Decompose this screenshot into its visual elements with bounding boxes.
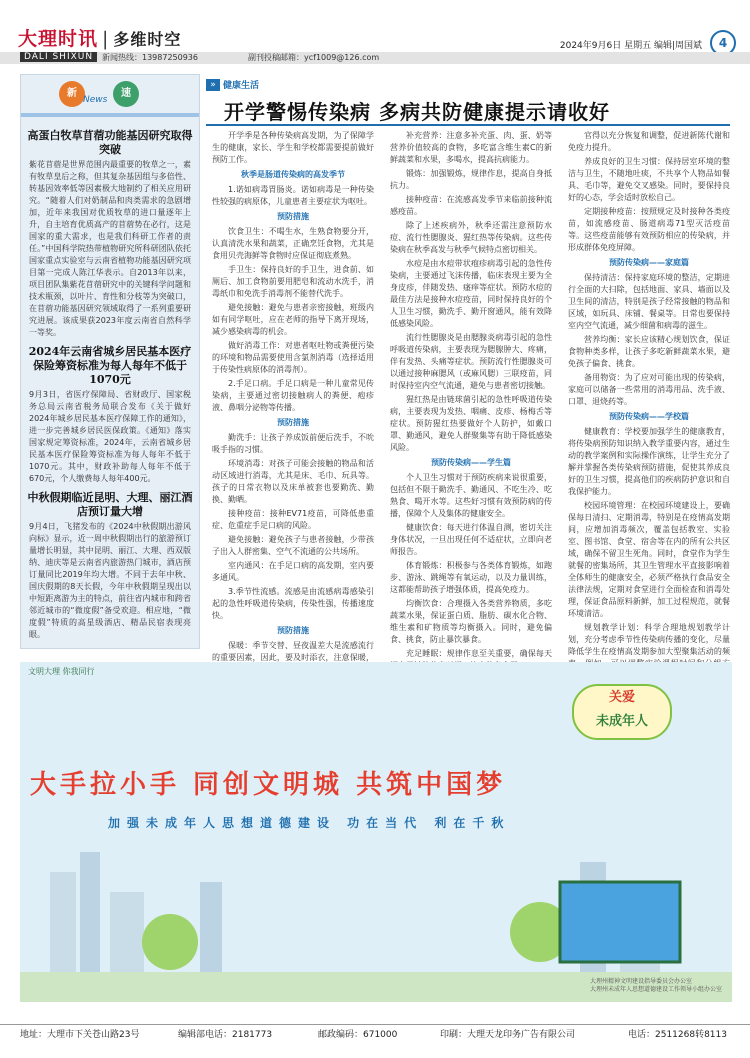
brief-body: 紫花苜蓿是世界范围内最重要的牧草之一，素有牧草皇后之称，但其复杂基因组与多倍性、转基因效率低等因素极大地制约了相关应用研究。“随着人们对奶制品和肉类需求的急剧增加，近年来我国对优质牧草的进口量逐年上升，自主培育优质高产的苜蓿势在必行，这是国家的重大需求，也是我们科研工作者的责任。”中国科学院热带植物研究所科研团队依托国家重点实验室与云南省植物功能基因研究项目第一完成人陈江华表示。自2013年以来，项目团队集紫花苜蓿研究中的关键科学问题和技术瓶颈，以叶片、育性和分枝等为突破口，在苜蓿功能基因研究领域取得了一系列重要研究进展。该成果获2023年度云南省自然科学一等奖。 — [29, 160, 191, 337]
footer-printer: 印刷：大理天龙印务广告有限公司 — [440, 1030, 576, 1040]
column-name: 多维时空 — [113, 30, 182, 49]
article-paragraph: 备用物资：为了应对可能出现的传染病，家庭可以储备一些常用的消毒用品、洗手液、口罩、退烧药等。 — [568, 373, 730, 406]
badge-top-text: 关爱 — [608, 690, 635, 705]
poster-subline: 加强未成年人思想道德建设 功在当代 利在千秋 — [108, 816, 511, 830]
credit-line: 大理州未成年人思想道德建设工作领导小组办公室 — [589, 986, 722, 993]
article-paragraph: 补充营养：注意多补充蛋、肉、蛋、奶等营养价值较高的食物，多吃富含维生素C的新鲜蔬菜和水果，多喝水，提高抗病能力。 — [390, 131, 552, 164]
article-paragraph: 官得以充分恢复和调整，促进新陈代谢和免疫力提升。 — [568, 131, 730, 152]
article-paragraph: 勤洗手：让孩子养成饭前便后洗手，不吮吸手指的习惯。 — [212, 433, 374, 454]
double-chevron-icon: » — [206, 79, 220, 91]
section-header — [206, 74, 730, 91]
article-paragraph: 预防传染病——学校篇 — [609, 412, 689, 421]
article-paragraph: 接种疫苗：在流感高发季节来临前接种流感疫苗。 — [390, 195, 552, 216]
column-3-paragraphs — [568, 130, 730, 694]
brief-headline: 2024年云南省城乡居民基本医疗保险筹资标准为每人每年不低于1070元 — [28, 345, 192, 386]
news-brief-column — [20, 74, 200, 649]
brief-headline: 高蛋白牧草苜蓿功能基因研究取得突破 — [27, 129, 193, 156]
civilization-poster — [20, 662, 732, 1002]
column-2-paragraphs — [390, 130, 552, 672]
footer-editor-phone: 编辑部电话：2181773 — [178, 1030, 273, 1040]
page-footer — [0, 1024, 750, 1045]
section-tag: 健康生活 — [223, 81, 260, 91]
article-paragraph: 校园环境管理：在校园环境建设上，要确保每日清扫、定期消毒，特别是在疫情高发期间，应增加消毒频次，覆盖包括教室、实验室、图书馆、食堂、宿舍等在内的所有公共区域，确保不留卫生死角。同时，食堂作为学生就餐的密集场所，其卫生管理水平直接影响着全体师生的健康安全，必须严格执行食品安全法律法规，定期对食堂进行全面检查和消毒处理，保证食品原料新鲜，加工过程规范，就餐环境清洁。 — [568, 501, 730, 618]
article-paragraph: 规划教学计划：科学合理地规划教学计划，充分考虑季节性传染病传播的变化，尽量降低学生在疫情高发期参加大型聚集活动的频 — [568, 623, 730, 656]
brief-headline: 中秋假期临近昆明、大理、丽江酒店预订量大增 — [27, 491, 193, 518]
article-subheading: 秋季是肠道传染病的高发季节 — [241, 170, 345, 179]
news-label: News — [83, 95, 108, 105]
article-paragraph: 定期接种疫苗：按照规定及时接种各类疫苗，如流感疫苗、肠道病毒71型灭活疫苗等。这些疫苗能够有效预防相应的传染病，并形成群体免疫屏障。 — [568, 207, 730, 252]
article-column-3 — [568, 130, 730, 696]
brand-separator: | — [102, 28, 110, 50]
article-paragraph: 接种疫苗：接种EV71疫苗，可降低患重症、危重症手足口病的风险。 — [212, 509, 374, 530]
article-paragraph: 均衡饮食：合理摄入各类营养物质，多吃蔬菜水果，保证蛋白质、脂肪、碳水化合物、维生素和矿物质等均衡摄入。同时，避免偏食、挑食，防止暴饮暴食。 — [390, 599, 552, 644]
article-paragraph: 保持清洁：保持家庭环境的整洁，定期进行全面的大扫除，包括地面、家具、墙面以及卫生间的清洁，特别是孩子经常接触的物品和区域，如玩具、床铺、餐桌等。日常也要保持室内空气流通，减少细菌和病毒的滋生。 — [568, 273, 730, 330]
editor-contact-bar — [0, 52, 750, 64]
article-paragraph: 1.诺如病毒胃肠炎。诺如病毒是一种传染性较强的病原体，儿童患者主要症状为呕吐。 — [212, 185, 374, 206]
masthead — [0, 0, 750, 64]
article-paragraph: 环境消毒：对孩子可能会接触的物品和活动区域进行消毒，尤其是床、毛巾、玩具等。孩子的日常衣物以及床单被套也要勤洗、勤换、勤晒。 — [212, 459, 374, 504]
article-paragraph: 营养均衡：家长应该精心规划饮食，保证食物种类多样，让孩子多吃新鲜蔬菜水果，避免孩子偏食、挑食。 — [568, 335, 730, 368]
poster-logo: 文明大理 你我同行 — [28, 667, 95, 676]
article-paragraph: 做好消毒工作：对患者呕吐物或粪便污染的环境和物品需要使用含氯剂消毒（选择适用于传染性病原体的消毒剂）。 — [212, 341, 374, 374]
article-paragraph: 健康饮食：每天进行体温自测，密切关注身体状况，一旦出现任何不适症状，立即向老师报告。 — [390, 523, 552, 556]
article-title: 开学警惕传染病 多病共防健康提示请收好 — [224, 100, 610, 124]
news-bubble-icon: 新 — [59, 81, 85, 107]
newspaper-brand — [18, 24, 181, 51]
news-hotline: 新闻热线：13987250936 — [102, 53, 198, 62]
brief-body: 9月3日，省医疗保障局、省财政厅、国家税务总局云南省税务局联合发布《关于做好2024年城乡居民基本医疗保障工作的通知》，进一步完善城乡居民医保政策。《通知》落实国家规定筹资标准，2024年，云南省城乡居民基本医疗保险筹资标准为每人每年不低于1070元。其中，财政补助每人每年不低于670元，个人缴费每人每年400元。 — [29, 390, 191, 483]
skyline-illustration — [20, 832, 732, 1002]
article-paragraph: 预防传染病——家庭篇 — [609, 258, 689, 267]
poster-slogan: 大手拉小手 同创文明城 共筑中国梦 — [30, 770, 507, 800]
poster-credit — [590, 978, 722, 994]
dateline: 2024年9月6日 星期五 编辑|周国斌 — [559, 41, 702, 51]
article-paragraph: 预防措施 — [277, 212, 309, 221]
article-paragraph: 充足睡眠：规律作息至关重要，确保每天 — [406, 649, 552, 658]
brand-name: 大理时讯 — [18, 28, 99, 50]
article-paragraph: 2.手足口病。手足口病是一种儿童常见传染病，主要通过密切接触病人的粪便、疱疹液、鼻咽分泌物等传播。 — [212, 379, 374, 412]
article-paragraph: 预防措施 — [277, 418, 309, 427]
article-paragraph: 锻炼：加强锻炼，规律作息，提高自身抵抗力。 — [390, 169, 552, 190]
badge-bottom-text: 未成年人 — [595, 714, 648, 729]
article-paragraph: 保暖：季节交替、昼夜温差大是流感流行的重要因素，因此，要及时添衣，注意保暖， — [212, 641, 374, 662]
care-minors-badge — [572, 684, 672, 740]
brief-article — [21, 345, 199, 485]
footer-postcode: 邮政编码：671000 — [318, 1030, 398, 1040]
article-paragraph: 流行性腮腺炎是由腮腺炎病毒引起的急性呼吸道传染病，主要表现为腮腺肿大、疼痛，伴有发热、头痛等症状。预防流行性腮腺炎可以通过接种麻腮风（或麻风腮）三联疫苗，同时保持室内空气流通，避免与患者密切接触。 — [390, 333, 552, 390]
article-column-1 — [212, 130, 374, 704]
article-paragraph: 3.季节性流感。流感是由流感病毒感染引起的急性呼吸道传染病，传染性强，传播速度快。 — [212, 587, 374, 620]
article-paragraph: 健康教育：学校要加强学生的健康教育，将传染病预防知识纳入教学重要内容，通过生动的教学案例和实际操作演练，让学生充分了解并掌握各类传染病预防措施，促使其养成良好的卫生习惯，提高他们的疾病防护意识和自我保护能力。 — [568, 427, 730, 496]
brand-pinyin: DALI SHIXUN — [20, 52, 97, 62]
article-paragraph: 室内通风：在手足口病的高发期，室内要多通风。 — [212, 561, 374, 582]
article-paragraph: 避免接触：避免与患者亲密接触，班级内如有同学呕吐，应在老师的指导下离开现场，减少感染病毒的机会。 — [212, 303, 374, 336]
article-paragraph: 体育锻炼：积极参与各类体育锻炼，如跑步、游泳、跳绳等有氧运动，以及力量训练，这都能帮助孩子增强体质，提高免疫力。 — [390, 561, 552, 594]
page-number-badge: 4 — [710, 30, 736, 56]
credit-line: 大理州精神文明建设指导委员会办公室 — [589, 978, 692, 985]
article-paragraph: 预防措施 — [277, 626, 309, 635]
column-1-paragraphs — [212, 184, 374, 702]
title-rule — [206, 124, 730, 126]
article-paragraph: 水痘是由水痘带状疱疹病毒引起的急性传染病，主要通过飞沫传播，临床表现主要为全身皮疹，伴随发热、瘙痒等症状。预防水痘的最佳方法是接种水痘疫苗，同时保持良好的个人卫生习惯，勤洗手、勤开窗通风，能有效降低感染风险。 — [390, 259, 552, 328]
footer-phone: 电话：2511268转8113 — [628, 1030, 727, 1040]
submission-email: 副刊投稿邮箱：ycf1009@126.com — [248, 53, 380, 62]
article-paragraph: 个人卫生习惯对于预防疾病来说很重要，包括但不限于勤洗手、勤通风、不吃生冷、吃熟食、喝开水等。这些好习惯有效预防病的传播，保障个人及集体的健康安全。 — [390, 473, 552, 518]
brief-article — [21, 491, 199, 641]
article-paragraph: 除了上述疾病外，秋季还需注意预防水痘、流行性腮腺炎、猩红热等传染病。这些传染病在秋季高发与秋季气候特点密切相关。 — [390, 221, 552, 254]
article-paragraph: 手卫生：保持良好的手卫生，进食前、如厕后、加工食物前要用肥皂和流动水洗手，消毒纸巾和免洗手消毒剂不能替代洗手。 — [212, 265, 374, 298]
article-intro: 开学季是各种传染病高发期，为了保障学生的健康，家长、学生和学校都需要提前做好预防工作。 — [212, 131, 374, 164]
article-paragraph: 避免接触：避免孩子与患者接触，少带孩子出入人群密集、空气不流通的公共场所。 — [212, 535, 374, 556]
speed-bubble-icon: 速 — [113, 81, 139, 107]
brief-article — [21, 129, 199, 339]
footer-address: 地址：大理市下关苍山路23号 — [20, 1030, 140, 1040]
brief-body: 9月4日，飞猪发布的《2024中秋假期出游风向标》显示，近一周中秋假期出行的旅游预订量增长明显，其中昆明、丽江、大理、西双版纳、迪庆等是云南省内旅游热门城市，酒店预订量同比2019年均大增。不同于去年中秋、国庆假期的8天长假，今年中秋假期呈现出以中短距离游为主的特点，前往省内城市和跨省邻近城市的“微度假”备受欢迎。相应地，“微度假”特质的高星级酒店、精品民宿表现亮眼。 — [29, 522, 191, 639]
news-brief-header — [21, 75, 199, 127]
article-column-2 — [390, 130, 552, 674]
article-body — [212, 130, 732, 662]
article-paragraph: 养成良好的卫生习惯：保持居室环境的整洁与卫生，不随地吐痰，不共享个人物品如餐具、毛巾等，避免交叉感染。同时，要保持良好的心态，学会适时放松自己。 — [568, 157, 730, 202]
article-paragraph: 饮食卫生：不喝生水，生熟食物要分开，认真清洗水果和蔬菜，正确烹饪食物，尤其是食用贝壳海鲜等食物时应保证彻底煮熟。 — [212, 227, 374, 260]
article-paragraph: 猩红热是由链球菌引起的急性呼吸道传染病，主要表现为发热、咽痛、皮疹、杨梅舌等症状。预防猩红热要做好个人防护，如戴口罩、勤通风，避免人群聚集等有助于降低感染风险。 — [390, 395, 552, 452]
header-strip — [21, 113, 199, 117]
article-paragraph: 预防传染病——学生篇 — [431, 458, 511, 467]
